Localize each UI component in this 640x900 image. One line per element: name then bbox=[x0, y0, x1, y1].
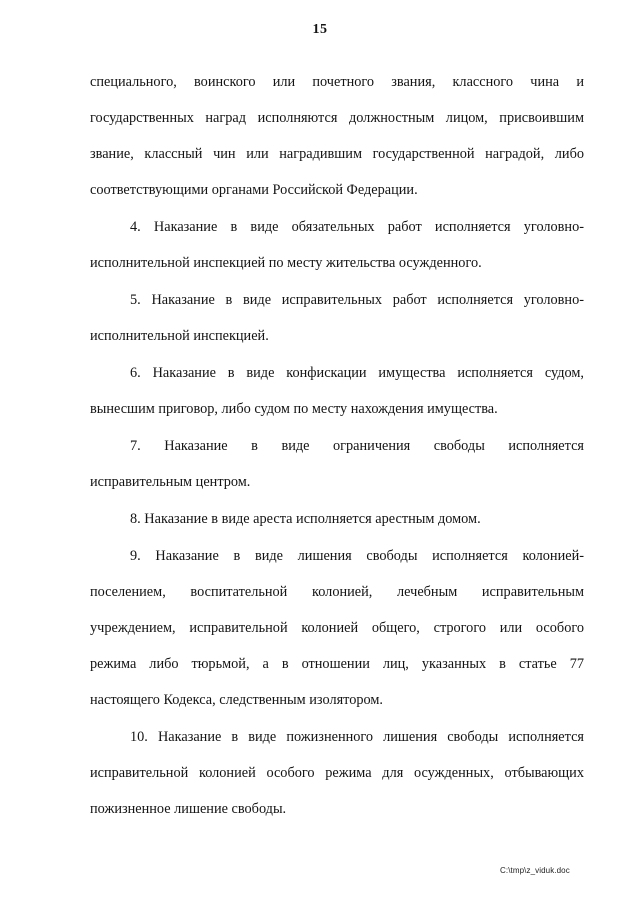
paragraph-item-7 bbox=[90, 428, 584, 500]
paragraph-item-4 bbox=[90, 209, 584, 281]
page-number: 15 bbox=[312, 22, 328, 37]
text-line: настоящего Кодекса, следственным изолятором. bbox=[90, 692, 384, 708]
text-line: пожизненное лишение свободы. bbox=[90, 801, 287, 817]
text-line: режима либо тюрьмой, а в отношении лиц, указанных в статье 77 bbox=[90, 656, 584, 672]
text-line: исправительной колонией особого режима для осужденных, отбывающих bbox=[90, 765, 584, 781]
text-line: специального, воинского или почетного звания, классного чина и bbox=[90, 74, 584, 90]
text-line: поселением, воспитательной колонией, лечебным исправительным bbox=[90, 584, 584, 600]
paragraph-item-5 bbox=[90, 282, 584, 354]
paragraph-item-8 bbox=[90, 501, 584, 537]
text-line: 4. Наказание в виде обязательных работ исполняется уголовно- bbox=[130, 219, 584, 235]
text-line: 8. Наказание в виде ареста исполняется арестным домом. bbox=[130, 511, 481, 527]
paragraph-item-6 bbox=[90, 355, 584, 427]
document-body bbox=[90, 64, 584, 827]
text-line: звание, классный чин или наградившим государственной наградой, либо bbox=[90, 146, 584, 162]
text-line: вынесшим приговор, либо судом по месту нахождения имущества. bbox=[90, 401, 498, 417]
text-line: исполнительной инспекцией по месту жительства осужденного. bbox=[90, 255, 482, 271]
footer-file-path: C:\tmp\z_viduk.doc bbox=[500, 866, 570, 875]
paragraph-item-9 bbox=[90, 538, 584, 718]
text-line: исполнительной инспекцией. bbox=[90, 328, 269, 344]
text-line: учреждением, исправительной колонией общего, строгого или особого bbox=[90, 620, 584, 636]
text-line: 7. Наказание в виде ограничения свободы исполняется bbox=[130, 438, 584, 454]
text-line: 9. Наказание в виде лишения свободы исполняется колонией- bbox=[130, 548, 584, 564]
text-line: соответствующими органами Российской Федерации. bbox=[90, 182, 418, 198]
text-line: 5. Наказание в виде исправительных работ исполняется уголовно- bbox=[130, 292, 584, 308]
text-line: государственных наград исполняются должностным лицом, присвоившим bbox=[90, 110, 584, 126]
text-line: 10. Наказание в виде пожизненного лишения свободы исполняется bbox=[130, 729, 584, 745]
paragraph-item-10 bbox=[90, 719, 584, 827]
text-line: 6. Наказание в виде конфискации имущества исполняется судом, bbox=[130, 365, 584, 381]
paragraph-continuation bbox=[90, 64, 584, 208]
text-line: исправительным центром. bbox=[90, 474, 251, 490]
